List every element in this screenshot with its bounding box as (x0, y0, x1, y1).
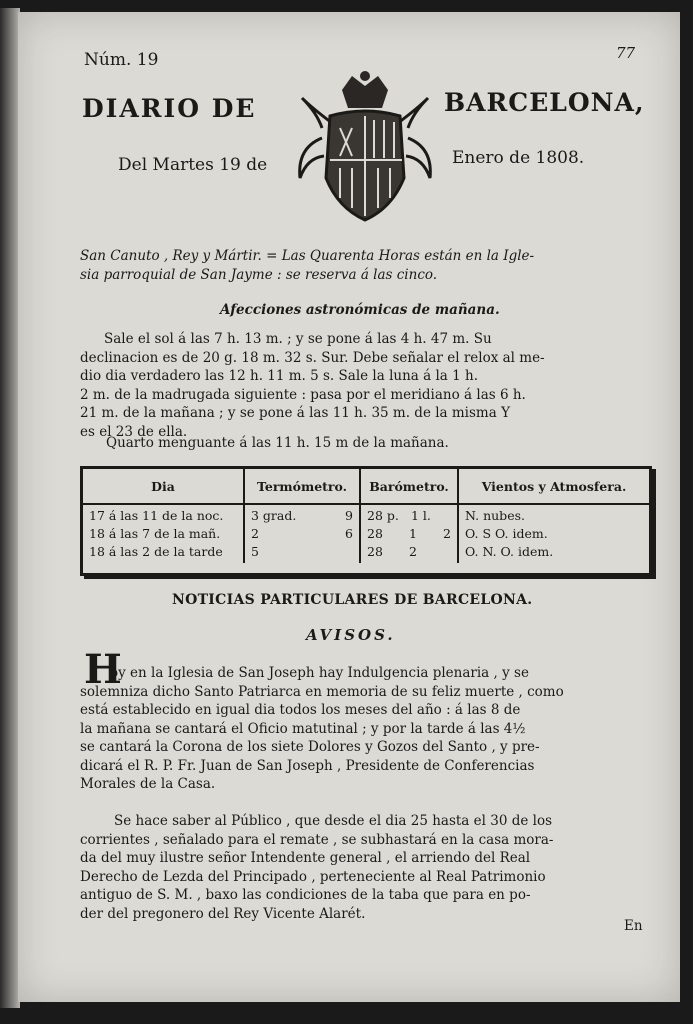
notice-line: corrientes , señalado para el remate , se subhastará en la casa mora- (80, 831, 554, 848)
notice-line: dicará el R. P. Fr. Juan de San Joseph , Presidente de Conferencias (80, 757, 535, 774)
header-termometro: Termómetro. (244, 469, 360, 504)
astro-line: es el 23 de ella. (80, 423, 188, 440)
weather-table (80, 466, 652, 576)
moon-quarter-text: Quarto menguante á las 11 h. 15 m de la mañana. (106, 435, 449, 451)
astro-line: 2 m. de la madrugada siguiente : pasa por el meridiano á las 6 h. (80, 386, 526, 403)
baro-value: 2 (442, 526, 451, 541)
baro-cell (360, 504, 458, 563)
masthead-title-left: DIARIO DE (82, 94, 257, 123)
baro-value: 1 (408, 526, 417, 541)
dia-value: 18 á las 2 de la tarde (89, 544, 223, 559)
wind-cell (458, 504, 649, 563)
baro-value: 28 p. (367, 508, 399, 523)
date-right: Enero de 1808. (452, 148, 585, 168)
astro-section-title: Afecciones astronómicas de mañana. (220, 302, 500, 318)
baro-value (443, 507, 451, 525)
notice-line: da del muy ilustre señor Intendente general , el arriendo del Real (80, 850, 531, 866)
astro-line: Sale el sol á las 7 h. 13 m. ; y se pone á las 4 h. 47 m. Su (104, 331, 492, 347)
notice-line: Derecho de Lezda del Principado , perteneciente al Real Patrimonio (80, 868, 546, 885)
baro-value: 1 l. (410, 508, 431, 523)
issue-number: Núm. 19 (84, 50, 159, 70)
thermo-value: 2 (251, 526, 259, 541)
notice-line: la mañana se cantará el Oficio matutinal ; y por la tarde á las 4½ (80, 720, 526, 737)
thermo-value: 6 (345, 526, 353, 541)
thermo-value: 5 (251, 544, 259, 559)
thermo-row (251, 507, 353, 525)
baro-row (367, 525, 451, 543)
news-section-title: NOTICIAS PARTICULARES DE BARCELONA. (172, 592, 533, 608)
saint-of-day-text (80, 247, 650, 284)
thermo-value: 3 grad. (251, 508, 297, 523)
wind-value: O. S O. idem. (465, 526, 548, 541)
saint-line: sia parroquial de San Jayme : se reserva á las cinco. (80, 266, 438, 283)
notice-line: solemniza dicho Santo Patriarca en memoria de su feliz muerte , como (80, 683, 564, 700)
astro-text (80, 330, 650, 441)
notice-line: está establecido en igual dia todos los meses del año : á las 8 de (80, 702, 521, 718)
notice-line: se cantará la Corona de los siete Dolores y Gozos del Santo , y pre- (80, 739, 540, 755)
wind-value: N. nubes. (465, 508, 525, 523)
avisos-heading: AVISOS. (306, 626, 396, 644)
header-vientos: Vientos y Atmosfera. (458, 469, 649, 504)
dia-cell (83, 504, 244, 563)
baro-value (443, 543, 451, 561)
baro-value: 28 (367, 544, 383, 559)
date-left: Del Martes 19 de (118, 155, 268, 175)
drop-cap: H (84, 646, 122, 693)
thermo-row (251, 525, 353, 543)
wind-value: O. N. O. idem. (465, 544, 554, 559)
baro-row (367, 543, 451, 561)
header-dia: Dia (83, 469, 244, 504)
header-barometro: Barómetro. (360, 469, 458, 504)
thermo-value: 9 (345, 508, 353, 523)
thermo-cell (244, 504, 360, 563)
thermo-row (251, 543, 353, 561)
book-gutter (0, 8, 20, 1008)
astro-line: 21 m. de la mañana ; y se pone á las 11 h. 35 m. de la misma Y (80, 405, 510, 421)
notice-line: antiguo de S. M. , baxo las condiciones de la taba que para en po- (80, 887, 531, 903)
notice-line: der del pregonero del Rey Vicente Alarét. (80, 905, 366, 922)
catchword: En (624, 918, 643, 934)
baro-value: 2 (408, 544, 417, 559)
dia-value: 18 á las 7 de la mañ. (89, 526, 221, 541)
baro-value: 28 (367, 526, 383, 541)
notice-line: Se hace saber al Público , que desde el dia 25 hasta el 30 de los (114, 813, 553, 829)
astro-line: dio dia verdadero las 12 h. 11 m. 5 s. Sale la luna á la 1 h. (80, 368, 478, 384)
notice-subasta (80, 812, 650, 923)
page-number: 77 (616, 44, 636, 62)
saint-line: San Canuto , Rey y Mártir. = Las Quarenta Horas están en la Igle- (80, 248, 535, 264)
notice-line: oy en la Iglesia de San Joseph hay Indulgencia plenaria , y se (110, 665, 529, 681)
notice-line: Morales de la Casa. (80, 776, 216, 792)
baro-row (367, 507, 451, 525)
masthead-title-right: BARCELONA, (444, 88, 645, 117)
coat-of-arms-icon (292, 68, 438, 228)
dia-value: 17 á las 11 de la noc. (89, 508, 224, 523)
astro-line: declinacion es de 20 g. 18 m. 32 s. Sur. Debe señalar el relox al me- (80, 349, 545, 366)
notice-san-joseph (80, 664, 650, 794)
